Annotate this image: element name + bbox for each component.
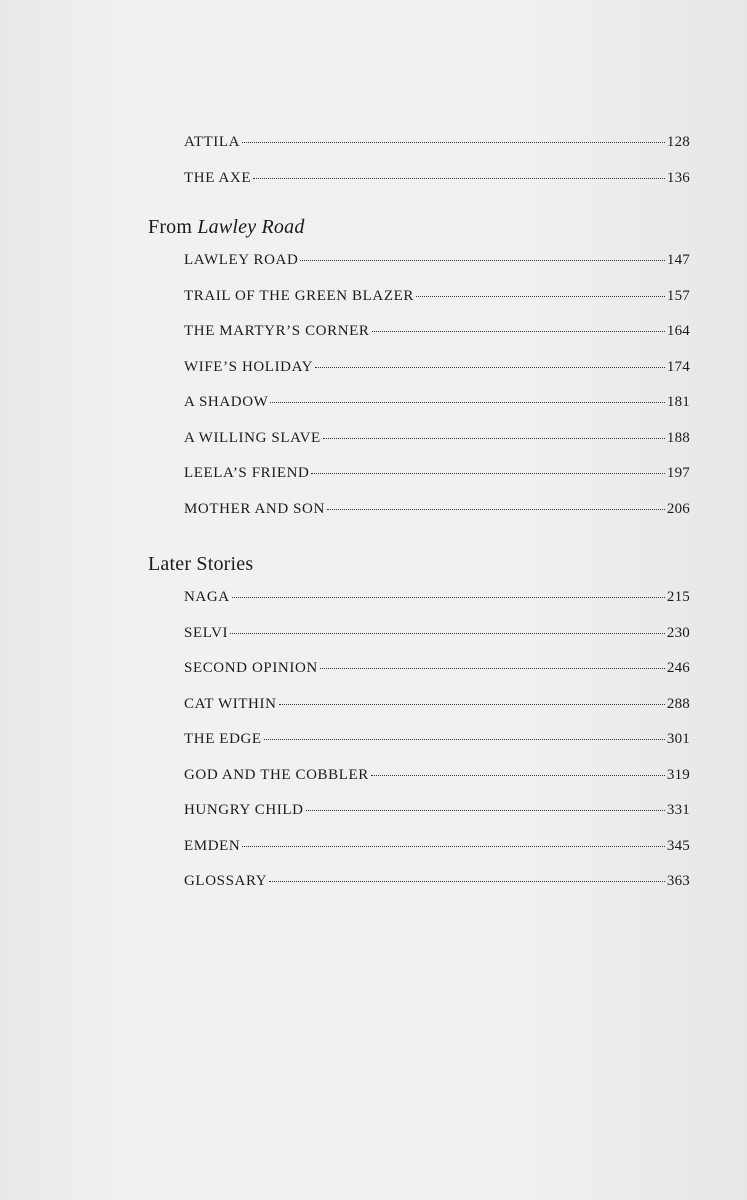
toc-entry-page: 164 <box>666 323 690 339</box>
dot-leader <box>320 668 665 669</box>
dot-leader <box>269 881 665 882</box>
dot-leader <box>315 367 665 368</box>
toc-entry[interactable] <box>184 692 690 728</box>
dot-leader <box>253 178 665 179</box>
dot-leader <box>371 775 665 776</box>
toc-entry-page: 197 <box>666 465 690 481</box>
toc-entry-title: NAGA <box>184 589 230 605</box>
toc-entry-title: THE AXE <box>184 169 252 186</box>
toc-entry[interactable] <box>184 834 690 870</box>
toc-entry-title: EMDEN <box>184 837 241 854</box>
toc-entry-page: 331 <box>666 802 690 818</box>
toc-entry-title: SECOND OPINION <box>184 660 318 676</box>
toc-entry-page: 288 <box>666 695 690 712</box>
dot-leader <box>270 402 665 403</box>
toc-entry-page: 181 <box>666 394 690 410</box>
toc-entry-title: CAT WITHIN <box>184 695 277 712</box>
toc-entry[interactable] <box>184 390 690 426</box>
toc-entry[interactable] <box>184 426 690 462</box>
toc-entry-page: 128 <box>666 134 690 150</box>
toc-entry-title: HUNGRY CHILD <box>184 802 304 818</box>
toc-entry[interactable] <box>184 284 690 320</box>
dot-leader <box>242 846 665 847</box>
toc-section-lawley-road <box>0 212 747 532</box>
toc-entry[interactable] <box>184 319 690 355</box>
toc-entry-title: GOD AND THE COBBLER <box>184 766 369 783</box>
toc-entry-page: 319 <box>666 766 690 783</box>
section-heading-title: Lawley Road <box>197 216 305 238</box>
dot-leader <box>232 597 665 598</box>
toc-entry-title: LEELA’S FRIEND <box>184 465 310 481</box>
toc-entry[interactable] <box>184 130 690 166</box>
section-heading: Later Stories <box>148 553 254 575</box>
toc-entry-title: SELVI <box>184 624 229 641</box>
toc-entry-title: TRAIL OF THE GREEN BLAZER <box>184 287 414 304</box>
dot-leader <box>242 142 665 143</box>
toc-entry-page: 345 <box>666 837 690 854</box>
dot-leader <box>230 633 665 634</box>
toc-entry-title: A SHADOW <box>184 394 269 410</box>
toc-entry[interactable] <box>184 355 690 391</box>
toc-section-later-stories <box>0 549 747 905</box>
toc-entry[interactable] <box>184 248 690 284</box>
toc-entry[interactable] <box>184 656 690 692</box>
toc-entry-title: GLOSSARY <box>184 873 268 889</box>
dot-leader <box>300 260 664 261</box>
toc-entry-title: THE EDGE <box>184 731 262 747</box>
toc-entry-page: 147 <box>666 252 690 268</box>
toc-entry[interactable] <box>184 798 690 834</box>
toc-entry[interactable] <box>184 763 690 799</box>
toc-entry[interactable] <box>184 621 690 657</box>
toc-entry-title: A WILLING SLAVE <box>184 429 321 446</box>
toc-entry-page: 301 <box>666 731 690 747</box>
toc-entry[interactable] <box>184 166 690 202</box>
toc-entry-page: 136 <box>666 169 690 186</box>
toc-entry-title: THE MARTYR’S CORNER <box>184 323 370 339</box>
dot-leader <box>306 810 665 811</box>
dot-leader <box>327 509 665 510</box>
toc-entry-title: WIFE’S HOLIDAY <box>184 358 314 375</box>
dot-leader <box>311 473 664 474</box>
toc-entry-page: 230 <box>666 624 690 641</box>
toc-entry-page: 174 <box>666 358 690 375</box>
toc-entry-page: 246 <box>666 660 690 676</box>
dot-leader <box>416 296 665 297</box>
toc-entry-page: 206 <box>666 500 690 517</box>
dot-leader <box>279 704 665 705</box>
toc-entry-title: LAWLEY ROAD <box>184 252 299 268</box>
dot-leader <box>264 739 665 740</box>
dot-leader <box>372 331 665 332</box>
toc-entry[interactable] <box>184 869 690 905</box>
toc-entry[interactable] <box>184 585 690 621</box>
toc-entry[interactable] <box>184 497 690 533</box>
toc-entry[interactable] <box>184 461 690 497</box>
toc-entry-title: ATTILA <box>184 134 241 150</box>
toc-entry-page: 363 <box>666 873 690 889</box>
toc-continued-entries <box>0 130 747 201</box>
dot-leader <box>323 438 665 439</box>
section-heading <box>148 212 747 248</box>
toc-entry-page: 157 <box>666 287 690 304</box>
toc-entry-page: 188 <box>666 429 690 446</box>
toc-entry-title: MOTHER AND SON <box>184 500 325 517</box>
toc-entry-page: 215 <box>666 589 690 605</box>
toc-entry[interactable] <box>184 727 690 763</box>
section-heading-prefix: From <box>148 216 193 238</box>
